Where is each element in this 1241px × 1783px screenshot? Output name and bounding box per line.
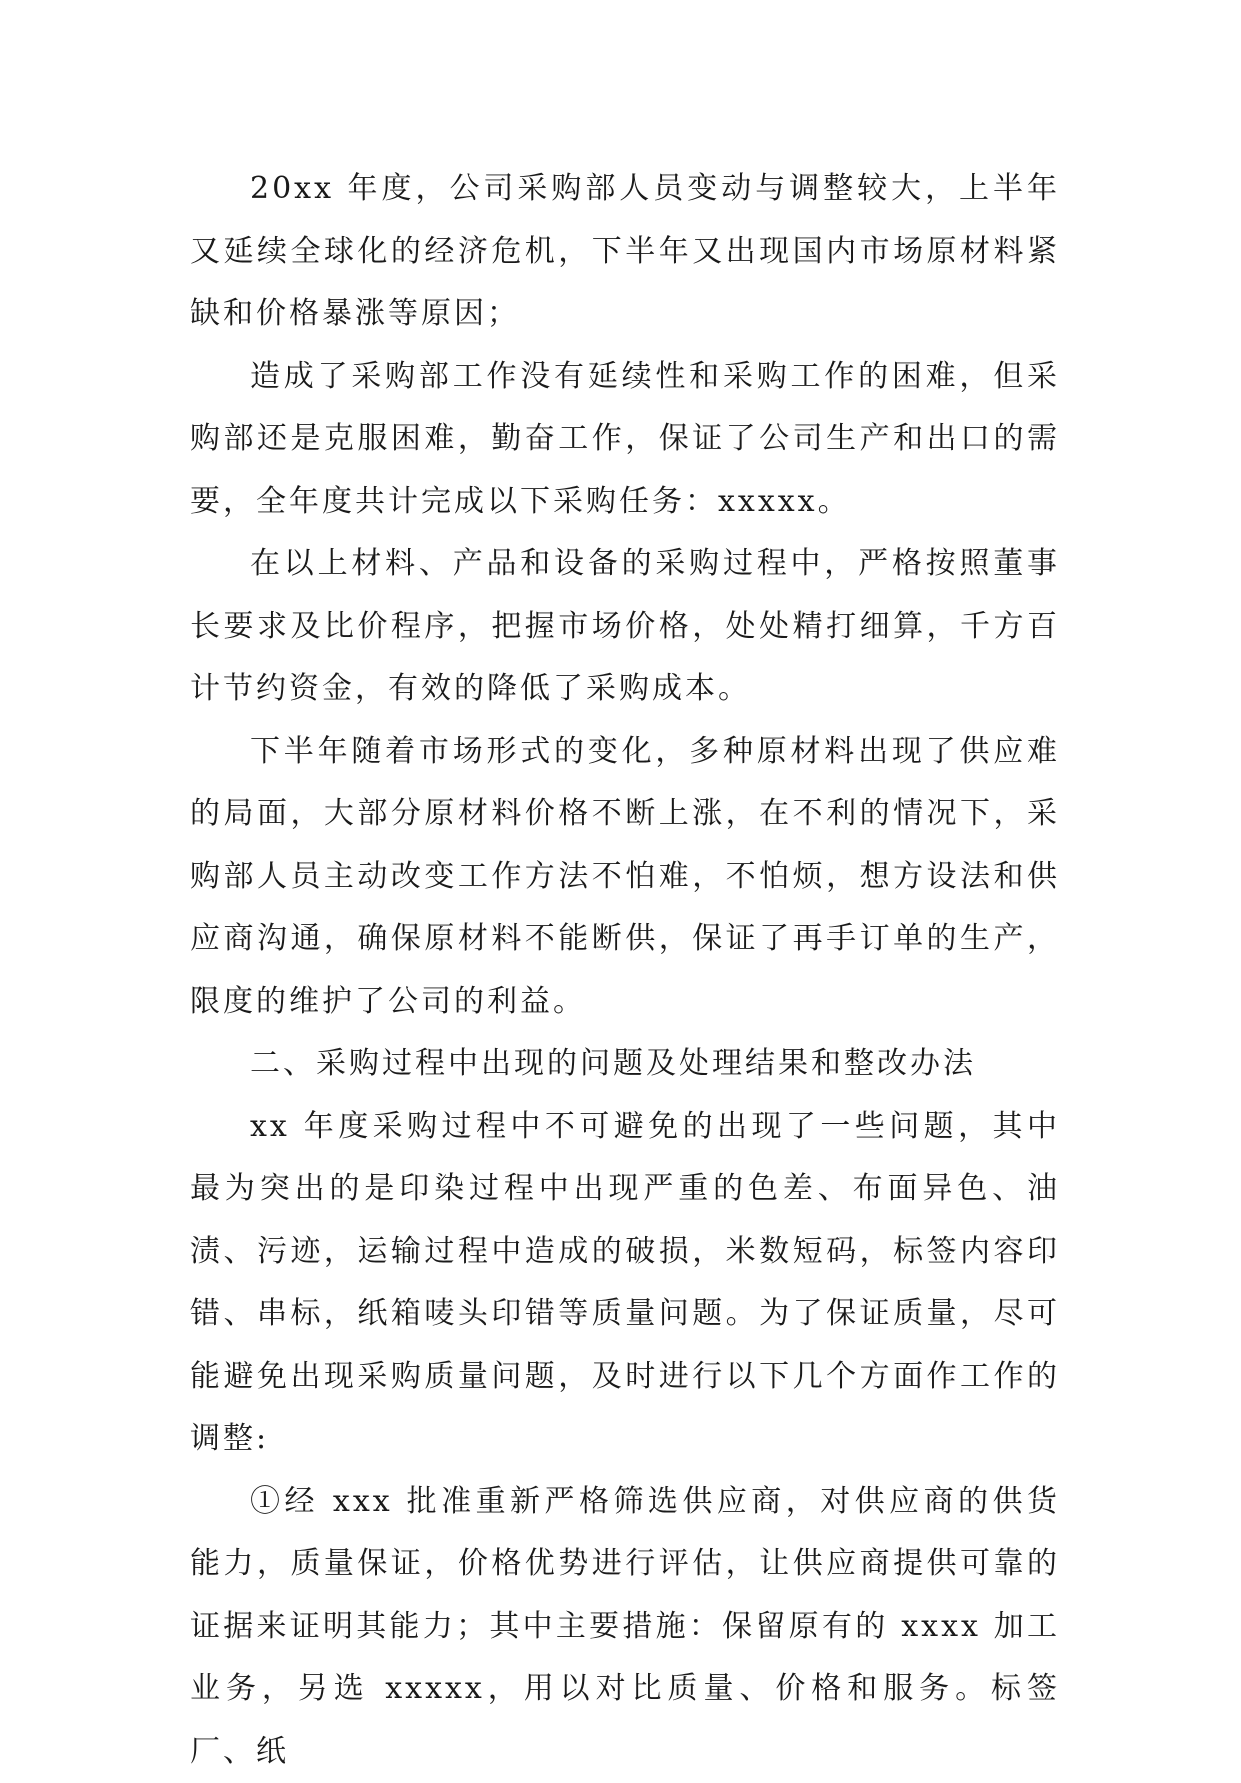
- document-body: [190, 158, 1060, 1783]
- paragraph-6: ①经 xxx 批准重新严格筛选供应商，对供应商的供货能力，质量保证，价格优势进行评估，让供应商提供可靠的证据来证明其能力；其中主要措施：保留原有的 xxxx 加工业务，另选 xxxxx，用以对比质量、价格和服务。标签厂、纸: [190, 1471, 1060, 1783]
- section-heading: 二、采购过程中出现的问题及处理结果和整改办法: [190, 1033, 1060, 1096]
- paragraph-3: 在以上材料、产品和设备的采购过程中，严格按照董事长要求及比价程序，把握市场价格，处处精打细算，千方百计节约资金，有效的降低了采购成本。: [190, 533, 1060, 721]
- paragraph-1: 20xx 年度，公司采购部人员变动与调整较大，上半年又延续全球化的经济危机，下半年又出现国内市场原材料紧缺和价格暴涨等原因；: [190, 158, 1060, 346]
- paragraph-4: 下半年随着市场形式的变化，多种原材料出现了供应难的局面，大部分原材料价格不断上涨，在不利的情况下，采购部人员主动改变工作方法不怕难，不怕烦，想方设法和供应商沟通，确保原材料不能断供，保证了再手订单的生产，限度的维护了公司的利益。: [190, 721, 1060, 1034]
- paragraph-2: 造成了采购部工作没有延续性和采购工作的困难，但采购部还是克服困难，勤奋工作，保证了公司生产和出口的需要，全年度共计完成以下采购任务：xxxxx。: [190, 346, 1060, 534]
- paragraph-5: xx 年度采购过程中不可避免的出现了一些问题，其中最为突出的是印染过程中出现严重的色差、布面异色、油渍、污迹，运输过程中造成的破损，米数短码，标签内容印错、串标，纸箱唛头印错等质量问题。为了保证质量，尽可能避免出现采购质量问题，及时进行以下几个方面作工作的调整:: [190, 1096, 1060, 1471]
